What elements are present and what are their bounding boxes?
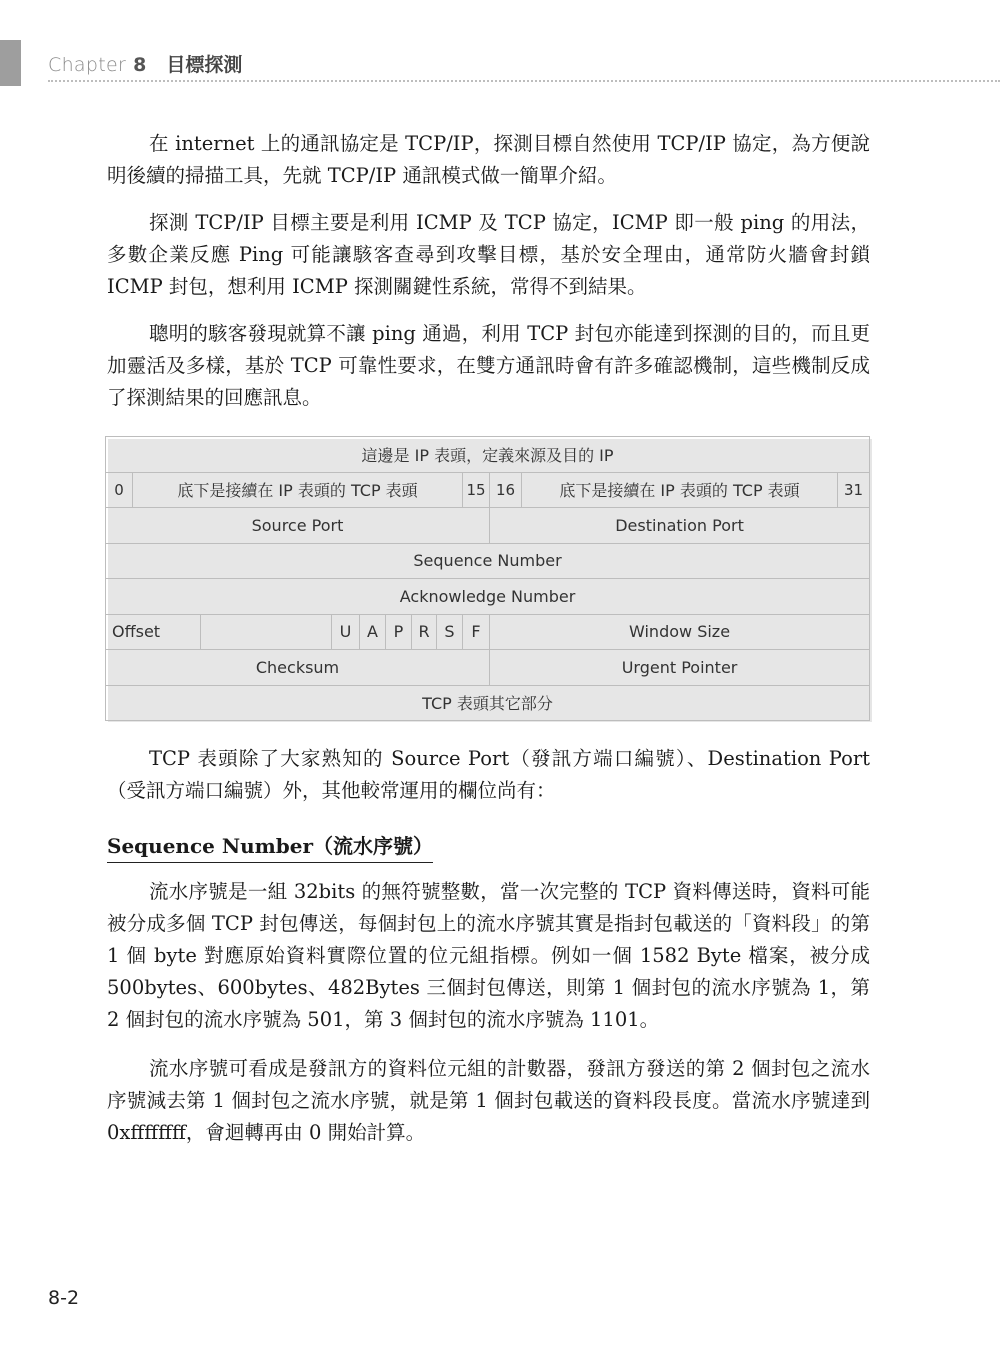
chapter-title: 目標探測 xyxy=(166,54,243,76)
ip-header-note: 這邊是 IP 表頭，定義來源及目的 IP xyxy=(106,437,870,473)
section-heading-sequence-number: Sequence Number（流水序號） xyxy=(107,830,433,863)
header-divider xyxy=(48,80,1000,82)
chapter-number: 8 xyxy=(133,54,147,76)
window-size-field: Window Size xyxy=(490,614,870,650)
destination-port-field: Destination Port xyxy=(490,508,870,544)
paragraph-sequence-def: 流水序號是一組 32bits 的無符號整數，當一次完整的 TCP 資料傳送時，資料可能被分成多個 TCP 封包傳送，每個封包上的流水序號其實是指封包載送的「資料段」的第 1 個 byte 對應原始資料實際位置的位元組指標。例如一個 1582 Byte 檔案，被分成 500bytes、600bytes、482Bytes 三個封包傳送，則第 1 個封包的流水序號為 1，第 2 個封包的流水序號為 501，第 3 個封包的流水序號為 1101。 xyxy=(107,880,870,1031)
bit-16-label: 16 xyxy=(490,472,522,508)
flag-psh: P xyxy=(386,614,412,650)
paragraph-sequence-counter: 流水序號可看成是發訊方的資料位元組的計數器，發訊方發送的第 2 個封包之流水序號減去第 1 個封包之流水序號，就是第 1 個封包載送的資料段長度。當流水序號達到 0xffffffff，會迴轉再由 0 開始計算。 xyxy=(107,1057,870,1144)
sequence-number-field: Sequence Number xyxy=(106,543,870,579)
chapter-tab-marker xyxy=(0,40,21,86)
flag-ack: A xyxy=(360,614,386,650)
source-port-field: Source Port xyxy=(106,508,490,544)
chapter-word: Chapter xyxy=(48,54,127,76)
checksum-field: Checksum xyxy=(106,650,490,686)
acknowledge-number-field: Acknowledge Number xyxy=(106,579,870,615)
right-half-description: 底下是接續在 IP 表頭的 TCP 表頭 xyxy=(522,472,838,508)
tcp-header-diagram xyxy=(105,436,870,721)
paragraph-icmp: 探測 TCP/IP 目標主要是利用 ICMP 及 TCP 協定，ICMP 即一般 ping 的用法，多數企業反應 Ping 可能讓駭客查尋到攻擊目標，基於安全理由，通常防火牆會封鎖 ICMP 封包，想利用 ICMP 探測關鍵性系統，常得不到結果。 xyxy=(107,211,870,298)
flag-urg: U xyxy=(332,614,360,650)
chapter-header xyxy=(48,50,242,80)
paragraph-tcp-fields: TCP 表頭除了大家熟知的 Source Port（發訊方端口編號）、Destination Port（受訊方端口編號）外，其他較常運用的欄位尚有： xyxy=(107,747,870,802)
bit-31-label: 31 xyxy=(838,472,870,508)
bit-0-label: 0 xyxy=(106,472,133,508)
paragraph-intro: 在 internet 上的通訊協定是 TCP/IP，探測目標自然使用 TCP/IP 協定，為方便說明後續的掃描工具，先就 TCP/IP 通訊模式做一簡單介紹。 xyxy=(107,132,870,187)
page-number: 8-2 xyxy=(48,1287,80,1309)
urgent-pointer-field: Urgent Pointer xyxy=(490,650,870,686)
flag-syn: S xyxy=(437,614,463,650)
reserved-field xyxy=(201,614,332,650)
offset-field: Offset xyxy=(106,614,201,650)
paragraph-tcp-probe: 聰明的駭客發現就算不讓 ping 通過，利用 TCP 封包亦能達到探測的目的，而且更加靈活及多樣，基於 TCP 可靠性要求，在雙方通訊時會有許多確認機制，這些機制反成了探測結果的回應訊息。 xyxy=(107,322,870,409)
bit-15-label: 15 xyxy=(463,472,490,508)
tcp-header-rest: TCP 表頭其它部分 xyxy=(106,685,870,721)
left-half-description: 底下是接續在 IP 表頭的 TCP 表頭 xyxy=(133,472,463,508)
flag-fin: F xyxy=(463,614,490,650)
flag-rst: R xyxy=(412,614,437,650)
